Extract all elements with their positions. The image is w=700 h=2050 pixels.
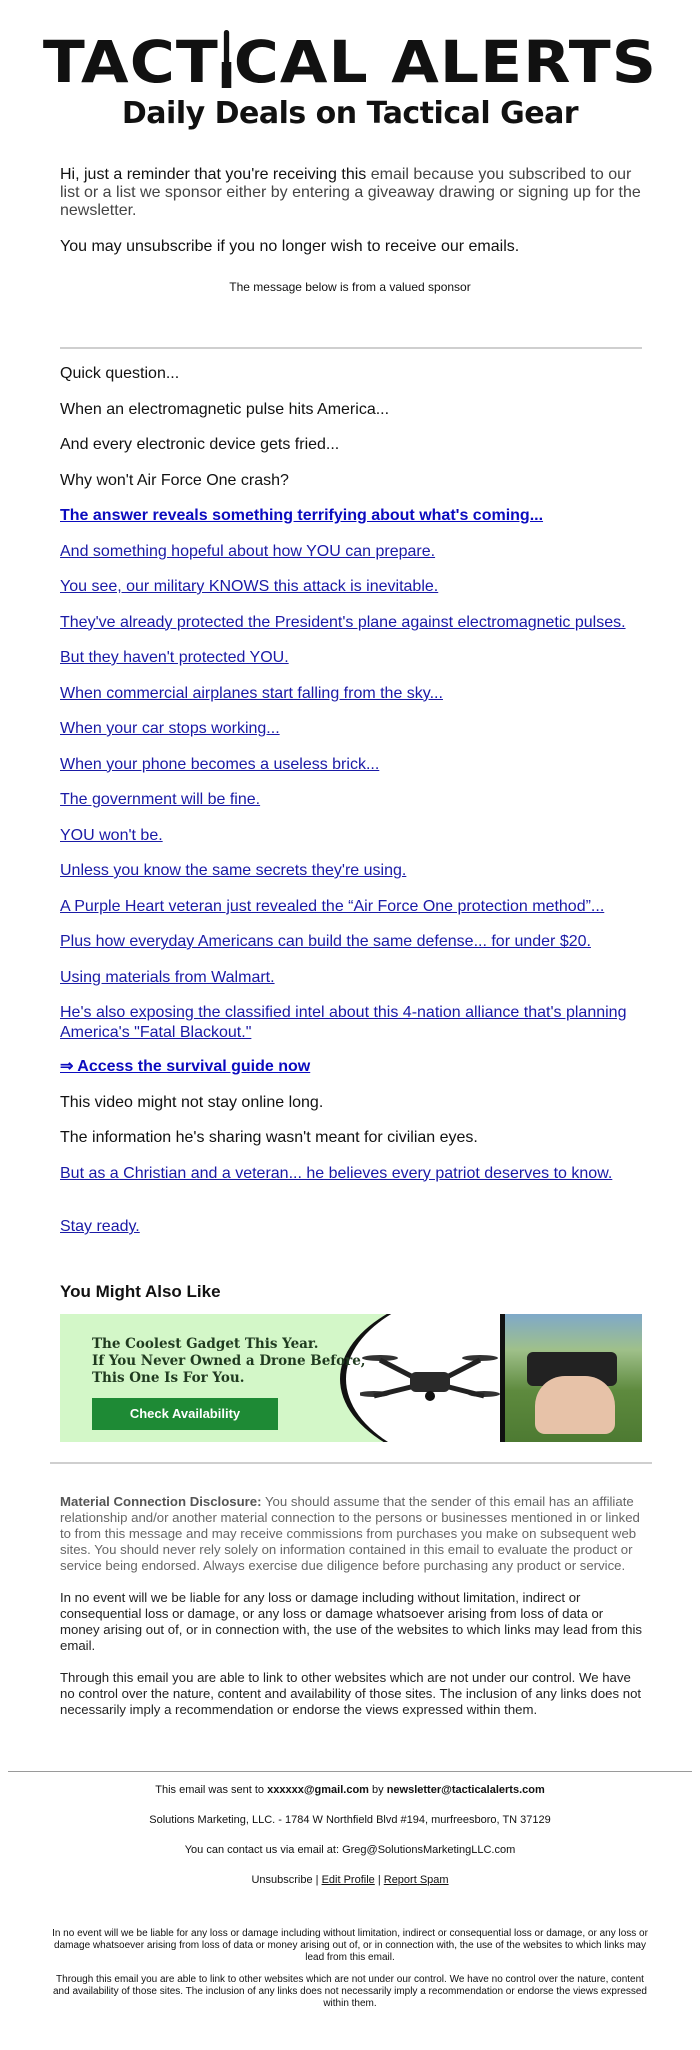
- hand-shape: [535, 1376, 615, 1434]
- legal-section: [50, 1928, 650, 2020]
- legal-links: Through this email you are able to link to other websites which are not under our control. We have no control over the nature, content and availability of those sites. The inclusion of any links does not necessarily imply a recommendation or endorse the views expressed within them.: [52, 1974, 647, 2009]
- external-links-text: Through this email you are able to link to other websites which are not under our control. We have no control over the nature, content and availability of those sites. The inclusion of any links does not necessarily imply a recommendation or endorse the views expressed within them.: [60, 1670, 642, 1717]
- body-link[interactable]: When commercial airplanes start falling from the sky...: [60, 684, 443, 702]
- liability-text: In no event will we be liable for any loss or damage including without limitation, indirect or consequential loss or damage, or any loss or damage whatsoever arising from loss of data or money arising out of, or in connection with, the use of the websites to which links may lead from this email.: [60, 1590, 643, 1653]
- body-line: Why won't Air Force One crash?: [60, 471, 289, 489]
- headline-link[interactable]: The answer reveals something terrifying about what's coming...: [60, 507, 544, 524]
- body-link[interactable]: A Purple Heart veteran just revealed the “Air Force One protection method”...: [60, 897, 605, 915]
- disclosure-section: [60, 1494, 645, 1734]
- sent-to-line: [0, 1783, 700, 1813]
- knife-icon: [221, 30, 232, 94]
- divider: [50, 1462, 652, 1464]
- report-spam-link[interactable]: Report Spam: [383, 1874, 449, 1886]
- stay-ready-link[interactable]: Stay ready.: [60, 1218, 140, 1235]
- recipient-email: xxxxxx@gmail.com: [267, 1784, 369, 1796]
- message-body: [60, 364, 650, 1253]
- body-line: Quick question...: [60, 365, 180, 382]
- body-link[interactable]: They've already protected the President's plane against electromagnetic pulses.: [60, 613, 626, 631]
- disclosure-label: Material Connection Disclosure:: [60, 1494, 262, 1509]
- drone-photo: [500, 1314, 642, 1442]
- body-link[interactable]: Unless you know the same secrets they're using.: [60, 862, 407, 879]
- body-line: When an electromagnetic pulse hits America...: [60, 400, 390, 418]
- body-link[interactable]: Using materials from Walmart.: [60, 968, 275, 986]
- ad-headline: [92, 1336, 366, 1387]
- footer-divider: [8, 1771, 692, 1772]
- body-link[interactable]: But as a Christian and a veteran... he believes every patriot deserves to know.: [60, 1164, 613, 1182]
- access-guide-link[interactable]: ⇒ Access the survival guide now: [60, 1058, 311, 1075]
- drone-ad-banner[interactable]: [60, 1314, 642, 1442]
- reminder-text: [60, 166, 650, 220]
- body-link[interactable]: The government will be fine.: [60, 791, 261, 808]
- body-link[interactable]: Plus how everyday Americans can build the same defense... for under $20.: [60, 933, 591, 950]
- unsubscribe-link[interactable]: Unsubscribe: [251, 1874, 313, 1886]
- body-line: This video might not stay online long.: [60, 1093, 324, 1111]
- body-link[interactable]: When your phone becomes a useless brick...: [60, 755, 380, 773]
- separator: |: [312, 1874, 322, 1886]
- logo-title: [0, 30, 700, 94]
- you-might-also-like-heading: You Might Also Like: [60, 1282, 221, 1301]
- body-line: The information he's sharing wasn't meant for civilian eyes.: [60, 1129, 478, 1146]
- separator: |: [374, 1874, 384, 1886]
- divider: [60, 347, 642, 349]
- body-link[interactable]: And something hopeful about how YOU can prepare.: [60, 542, 436, 560]
- reminder-part1: Hi, just a reminder that you're receiving this: [60, 166, 371, 183]
- sender-email: newsletter@tacticalalerts.com: [386, 1784, 545, 1796]
- body-link[interactable]: YOU won't be.: [60, 826, 163, 844]
- body-link[interactable]: But they haven't protected YOU.: [60, 649, 289, 666]
- logo-text-part2: CAL ALERTS: [233, 28, 658, 96]
- sponsor-note: The message below is from a valued sponsor: [229, 280, 471, 294]
- ad-line: The Coolest Gadget This Year.: [92, 1336, 319, 1352]
- intro-section: [60, 166, 650, 274]
- reminder-part2: email because you subscribed to our list or a list we sponsor either by entering a giveaway drawing or signing up for the newsletter.: [60, 166, 641, 219]
- logo-text-part1: TACT: [42, 28, 219, 96]
- body-link[interactable]: You see, our military KNOWS this attack is inevitable.: [60, 578, 439, 595]
- contact-line: You can contact us via email at: Greg@SolutionsMarketingLLC.com: [184, 1844, 516, 1856]
- disclosure-text: You should assume that the sender of this email has an affiliate relationship and/or another material connection to the persons or businesses mentioned in or linked to from this message and may receive commissions from purchases you make on subsequent web sites. You should never rely solely on information contained in this email to evaluate the product or service being endorsed. Always exercise due diligence before purchasing any product or service.: [60, 1494, 640, 1573]
- footer-links: [0, 1873, 700, 1903]
- ad-line: If You Never Owned a Drone Before,: [92, 1353, 366, 1369]
- logo-tagline: Daily Deals on Tactical Gear: [121, 96, 579, 131]
- body-line: And every electronic device gets fried...: [60, 436, 340, 453]
- sent-by-prefix: by: [368, 1784, 387, 1796]
- edit-profile-link[interactable]: Edit Profile: [321, 1874, 375, 1886]
- legal-liability: In no event will we be liable for any loss or damage including without limitation, indirect or consequential loss or damage, or any loss or damage whatsoever arising from loss of data or money arising out of, or in connection with, the use of the websites to which links may lead from this email.: [52, 1928, 648, 1963]
- check-availability-button[interactable]: Check Availability: [92, 1398, 278, 1430]
- company-address: Solutions Marketing, LLC. - 1784 W Northfield Blvd #194, murfreesboro, TN 37129: [149, 1814, 551, 1826]
- body-link[interactable]: He's also exposing the classified intel about this 4-nation alliance that's planning America's "Fatal Blackout.": [60, 1004, 627, 1041]
- unsubscribe-note: You may unsubscribe if you no longer wish to receive our emails.: [60, 238, 520, 255]
- body-link[interactable]: When your car stops working...: [60, 720, 280, 737]
- sent-prefix: This email was sent to: [155, 1784, 268, 1796]
- ad-line: This One Is For You.: [92, 1370, 245, 1386]
- brand-logo[interactable]: [0, 30, 700, 131]
- footer: [0, 1783, 700, 1903]
- drone-icon: [360, 1346, 500, 1416]
- material-disclosure: [60, 1494, 645, 1574]
